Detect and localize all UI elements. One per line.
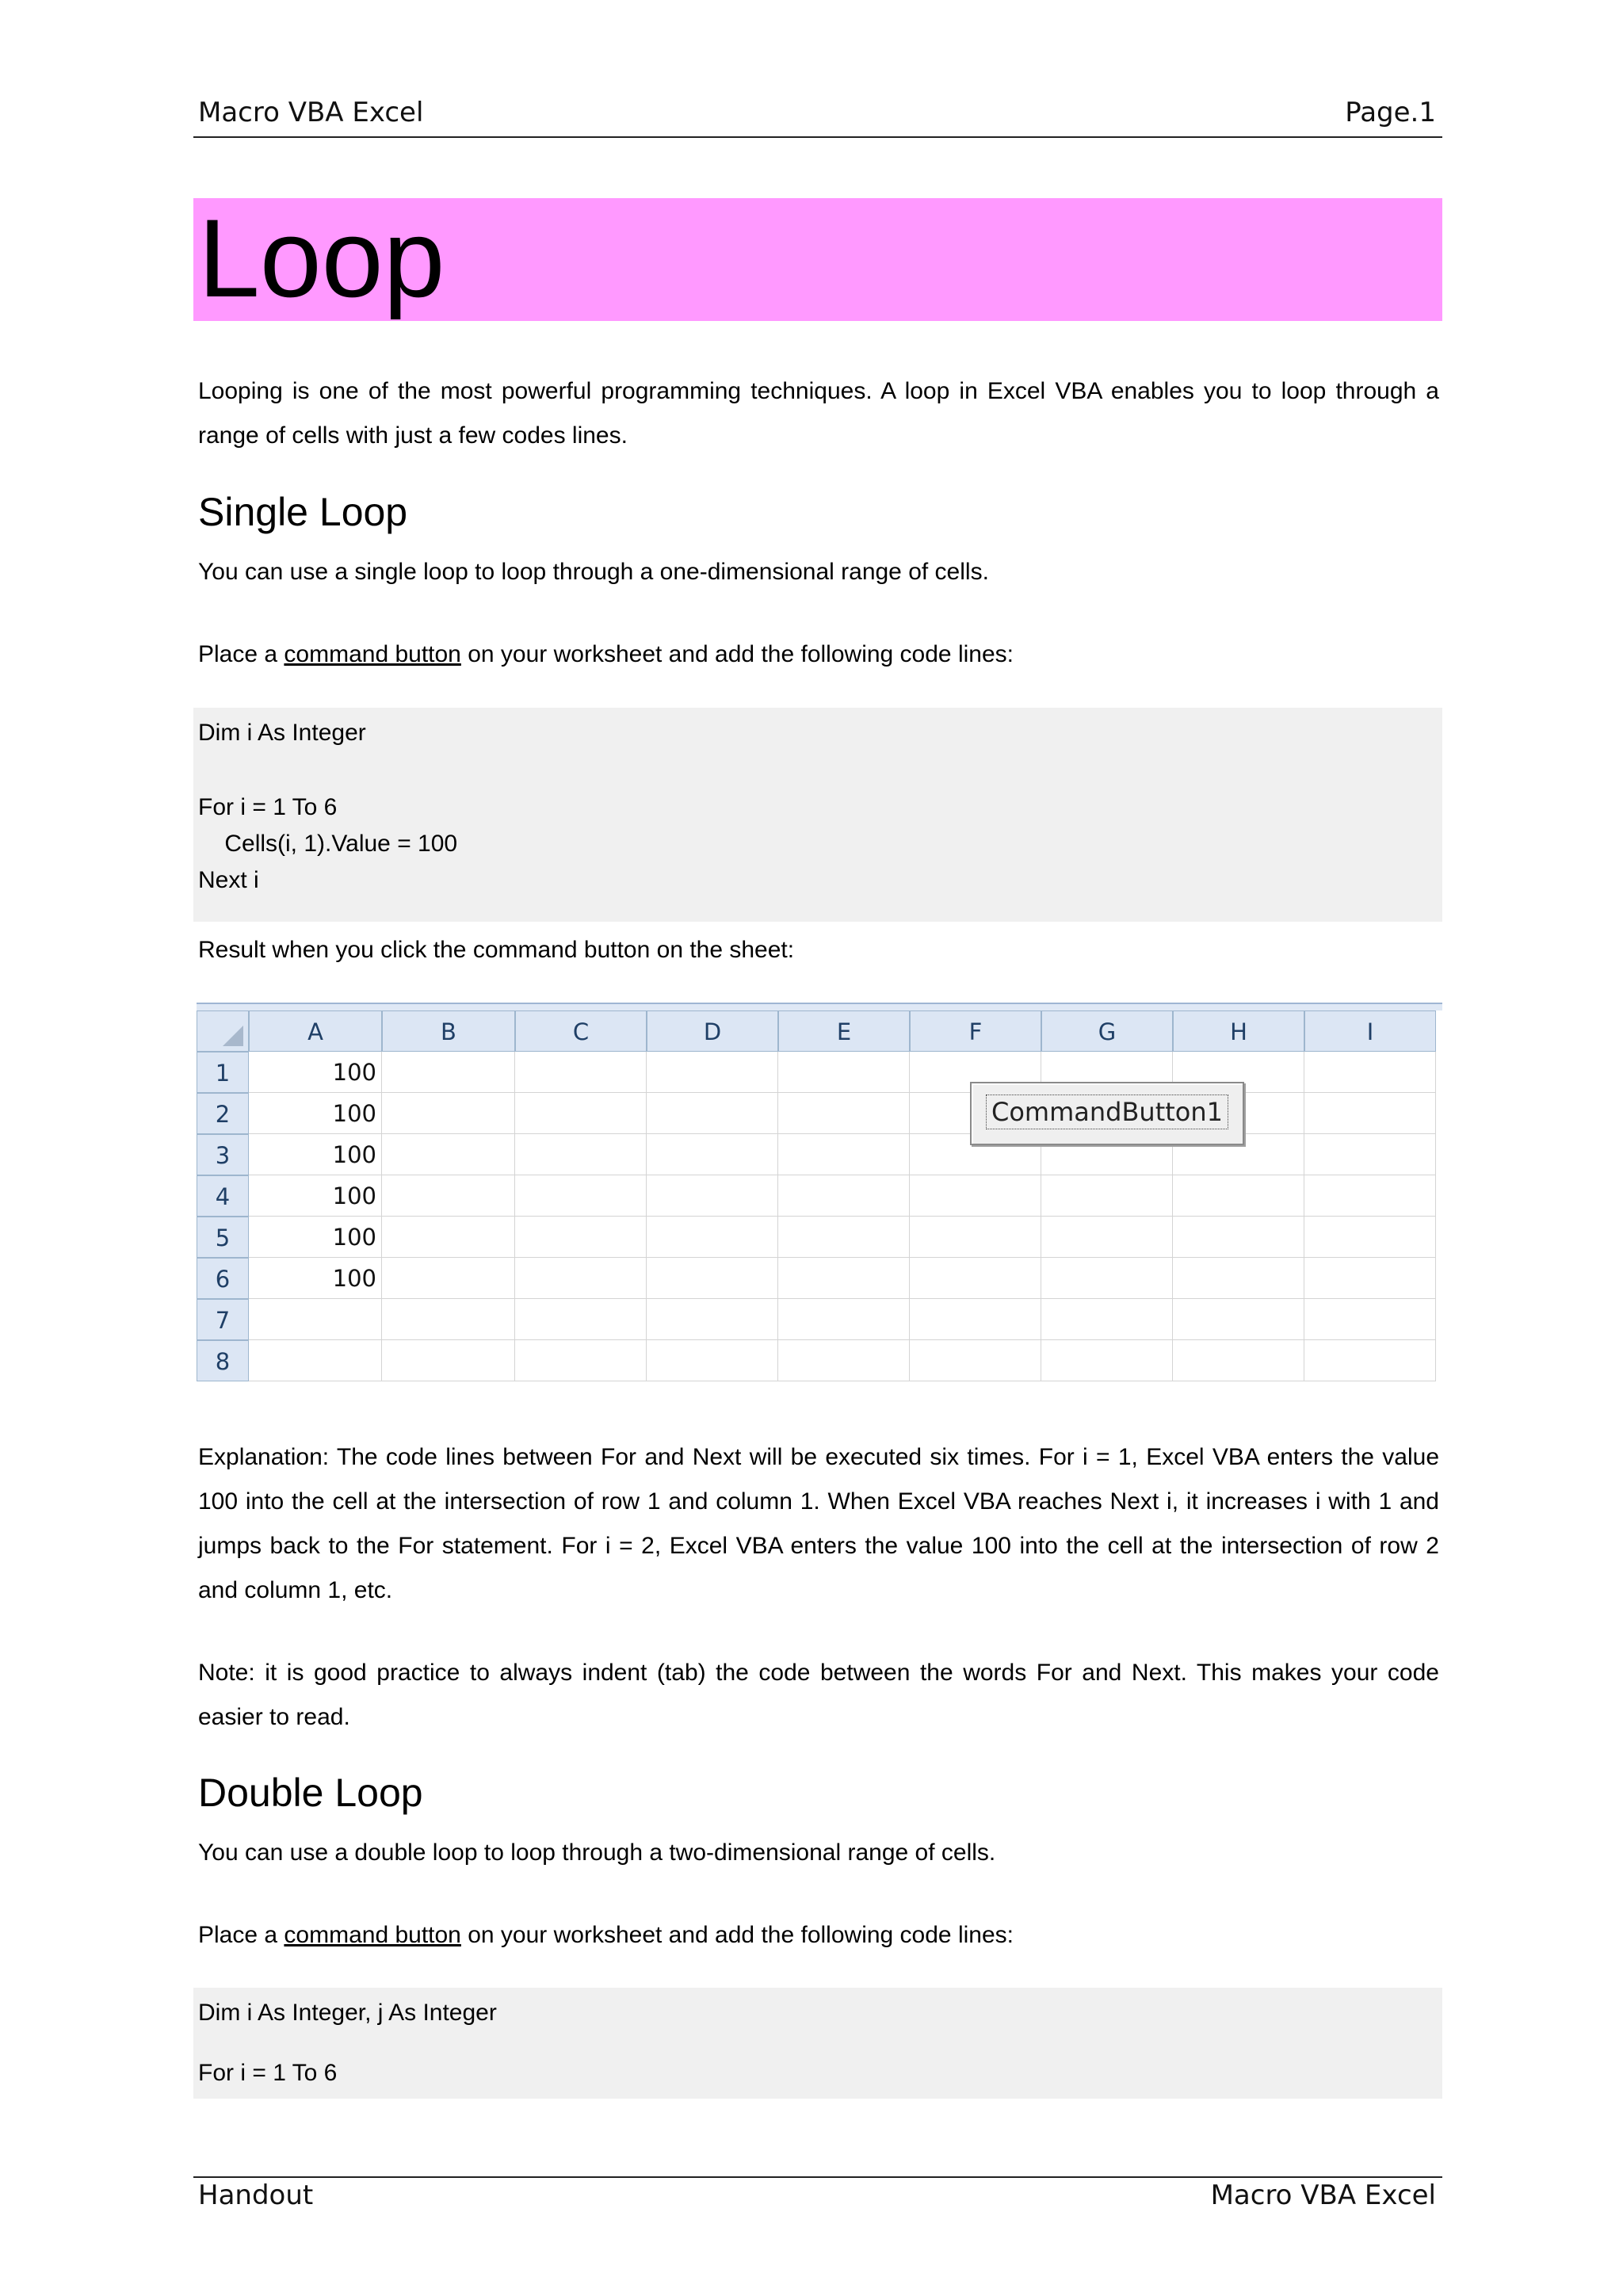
cell-c2[interactable] <box>515 1093 647 1134</box>
cell-b8[interactable] <box>382 1340 515 1381</box>
cell-b3[interactable] <box>382 1134 515 1175</box>
cell-f8[interactable] <box>910 1340 1041 1381</box>
cell-c3[interactable] <box>515 1134 647 1175</box>
single-place-text <box>198 632 1439 677</box>
double-place-post: on your worksheet and add the following code lines: <box>460 1922 1014 1948</box>
header-rule <box>193 136 1442 138</box>
cell-d4[interactable] <box>647 1175 778 1217</box>
select-all-corner[interactable] <box>197 1010 249 1052</box>
cell-a3[interactable]: 100 <box>249 1134 382 1175</box>
cell-h7[interactable] <box>1173 1299 1304 1340</box>
cell-a4[interactable]: 100 <box>249 1175 382 1217</box>
code-line: For i = 1 To 6 <box>198 2060 338 2086</box>
cell-g4[interactable] <box>1041 1175 1173 1217</box>
column-header-a[interactable]: A <box>249 1010 382 1052</box>
cell-e7[interactable] <box>778 1299 910 1340</box>
cell-c4[interactable] <box>515 1175 647 1217</box>
cell-b5[interactable] <box>382 1217 515 1258</box>
cell-c6[interactable] <box>515 1258 647 1299</box>
cell-e3[interactable] <box>778 1134 910 1175</box>
cell-i5[interactable] <box>1304 1217 1436 1258</box>
single-command-button-link[interactable]: command button <box>284 641 461 667</box>
column-header-d[interactable]: D <box>647 1010 778 1052</box>
result-text: Result when you click the command button on the sheet: <box>198 937 795 963</box>
column-header-i[interactable]: I <box>1304 1010 1436 1052</box>
cell-e1[interactable] <box>778 1052 910 1093</box>
row-header-3[interactable]: 3 <box>197 1134 249 1175</box>
cell-i8[interactable] <box>1304 1340 1436 1381</box>
row-header-6[interactable]: 6 <box>197 1258 249 1299</box>
cell-d7[interactable] <box>647 1299 778 1340</box>
cell-e6[interactable] <box>778 1258 910 1299</box>
cell-g6[interactable] <box>1041 1258 1173 1299</box>
code-line: For i = 1 To 6 <box>198 794 338 820</box>
spreadsheet-result <box>197 1003 1442 1389</box>
cell-h5[interactable] <box>1173 1217 1304 1258</box>
cell-d2[interactable] <box>647 1093 778 1134</box>
double-loop-desc: You can use a double loop to loop through a two-dimensional range of cells. <box>198 1839 996 1866</box>
cell-b1[interactable] <box>382 1052 515 1093</box>
cell-i2[interactable] <box>1304 1093 1436 1134</box>
double-command-button-link[interactable]: command button <box>284 1922 461 1948</box>
column-header-c[interactable]: C <box>515 1010 647 1052</box>
command-button-label: CommandButton1 <box>986 1095 1228 1129</box>
cell-d3[interactable] <box>647 1134 778 1175</box>
row-header-4[interactable]: 4 <box>197 1175 249 1217</box>
header-page-number: Page.1 <box>1345 97 1436 128</box>
cell-d5[interactable] <box>647 1217 778 1258</box>
cell-h6[interactable] <box>1173 1258 1304 1299</box>
cell-a8[interactable] <box>249 1340 382 1381</box>
cell-e2[interactable] <box>778 1093 910 1134</box>
code-line: Next i <box>198 867 259 893</box>
cell-a7[interactable] <box>249 1299 382 1340</box>
cell-f4[interactable] <box>910 1175 1041 1217</box>
sheet-top-bar <box>197 1003 1442 1010</box>
cell-c7[interactable] <box>515 1299 647 1340</box>
title-banner <box>193 198 1442 321</box>
double-place-pre: Place a <box>198 1922 285 1948</box>
cell-b7[interactable] <box>382 1299 515 1340</box>
cell-i1[interactable] <box>1304 1052 1436 1093</box>
cell-f7[interactable] <box>910 1299 1041 1340</box>
cell-e5[interactable] <box>778 1217 910 1258</box>
code-line: Dim i As Integer <box>198 720 366 746</box>
footer-right: Macro VBA Excel <box>1210 2179 1436 2211</box>
note-paragraph: Note: it is good practice to always indent (tab) the code between the words For and Next. This makes your code easier to read. <box>198 1660 1439 1730</box>
single-loop-heading: Single Loop <box>198 490 408 534</box>
cell-f6[interactable] <box>910 1258 1041 1299</box>
cell-a6[interactable]: 100 <box>249 1258 382 1299</box>
row-header-2[interactable]: 2 <box>197 1093 249 1134</box>
cell-h8[interactable] <box>1173 1340 1304 1381</box>
command-button[interactable] <box>970 1082 1244 1145</box>
cell-e4[interactable] <box>778 1175 910 1217</box>
cell-i6[interactable] <box>1304 1258 1436 1299</box>
column-header-e[interactable]: E <box>778 1010 910 1052</box>
cell-b2[interactable] <box>382 1093 515 1134</box>
single-place-post: on your worksheet and add the following code lines: <box>460 641 1014 667</box>
cell-h4[interactable] <box>1173 1175 1304 1217</box>
cell-f5[interactable] <box>910 1217 1041 1258</box>
column-header-b[interactable]: B <box>382 1010 515 1052</box>
cell-g5[interactable] <box>1041 1217 1173 1258</box>
cell-g7[interactable] <box>1041 1299 1173 1340</box>
cell-d8[interactable] <box>647 1340 778 1381</box>
double-code-block <box>193 1988 1442 2099</box>
cell-a5[interactable]: 100 <box>249 1217 382 1258</box>
double-loop-heading: Double Loop <box>198 1771 423 1815</box>
footer-left: Handout <box>198 2179 314 2211</box>
cell-d1[interactable] <box>647 1052 778 1093</box>
intro-paragraph: Looping is one of the most powerful programming techniques. A loop in Excel VBA enables you to loop through a range of cells with just a few codes lines. <box>198 378 1439 449</box>
code-line: Dim i As Integer, j As Integer <box>198 2000 497 2026</box>
single-loop-desc: You can use a single loop to loop through a one-dimensional range of cells. <box>198 559 989 585</box>
double-place-text <box>198 1913 1439 1958</box>
cell-a2[interactable]: 100 <box>249 1093 382 1134</box>
column-header-f[interactable]: F <box>910 1010 1041 1052</box>
column-header-g[interactable]: G <box>1041 1010 1173 1052</box>
row-header-8[interactable]: 8 <box>197 1340 249 1381</box>
row-header-7[interactable]: 7 <box>197 1299 249 1340</box>
cell-c5[interactable] <box>515 1217 647 1258</box>
cell-c8[interactable] <box>515 1340 647 1381</box>
page-title: Loop <box>198 196 445 320</box>
code-line: Cells(i, 1).Value = 100 <box>198 831 458 857</box>
row-header-1[interactable]: 1 <box>197 1052 249 1093</box>
explanation-paragraph: Explanation: The code lines between For and Next will be executed six times. For i = 1, Excel VBA enters the value 100 into the cell at the intersection of row 1 and column 1. When Excel VBA reaches Next i, it increases i with 1 and jumps back to the For statement. For i = 2, Excel VBA enters the value 100 into the cell at the intersection of row 2 and column 1, etc. <box>198 1444 1439 1603</box>
cell-d6[interactable] <box>647 1258 778 1299</box>
cell-i4[interactable] <box>1304 1175 1436 1217</box>
header-left: Macro VBA Excel <box>198 97 424 128</box>
cell-i3[interactable] <box>1304 1134 1436 1175</box>
row-header-5[interactable]: 5 <box>197 1217 249 1258</box>
single-place-pre: Place a <box>198 641 285 667</box>
single-code-block <box>193 708 1442 922</box>
cell-b4[interactable] <box>382 1175 515 1217</box>
cell-a1[interactable]: 100 <box>249 1052 382 1093</box>
cell-b6[interactable] <box>382 1258 515 1299</box>
cell-g8[interactable] <box>1041 1340 1173 1381</box>
column-header-h[interactable]: H <box>1173 1010 1304 1052</box>
cell-i7[interactable] <box>1304 1299 1436 1340</box>
cell-c1[interactable] <box>515 1052 647 1093</box>
cell-e8[interactable] <box>778 1340 910 1381</box>
